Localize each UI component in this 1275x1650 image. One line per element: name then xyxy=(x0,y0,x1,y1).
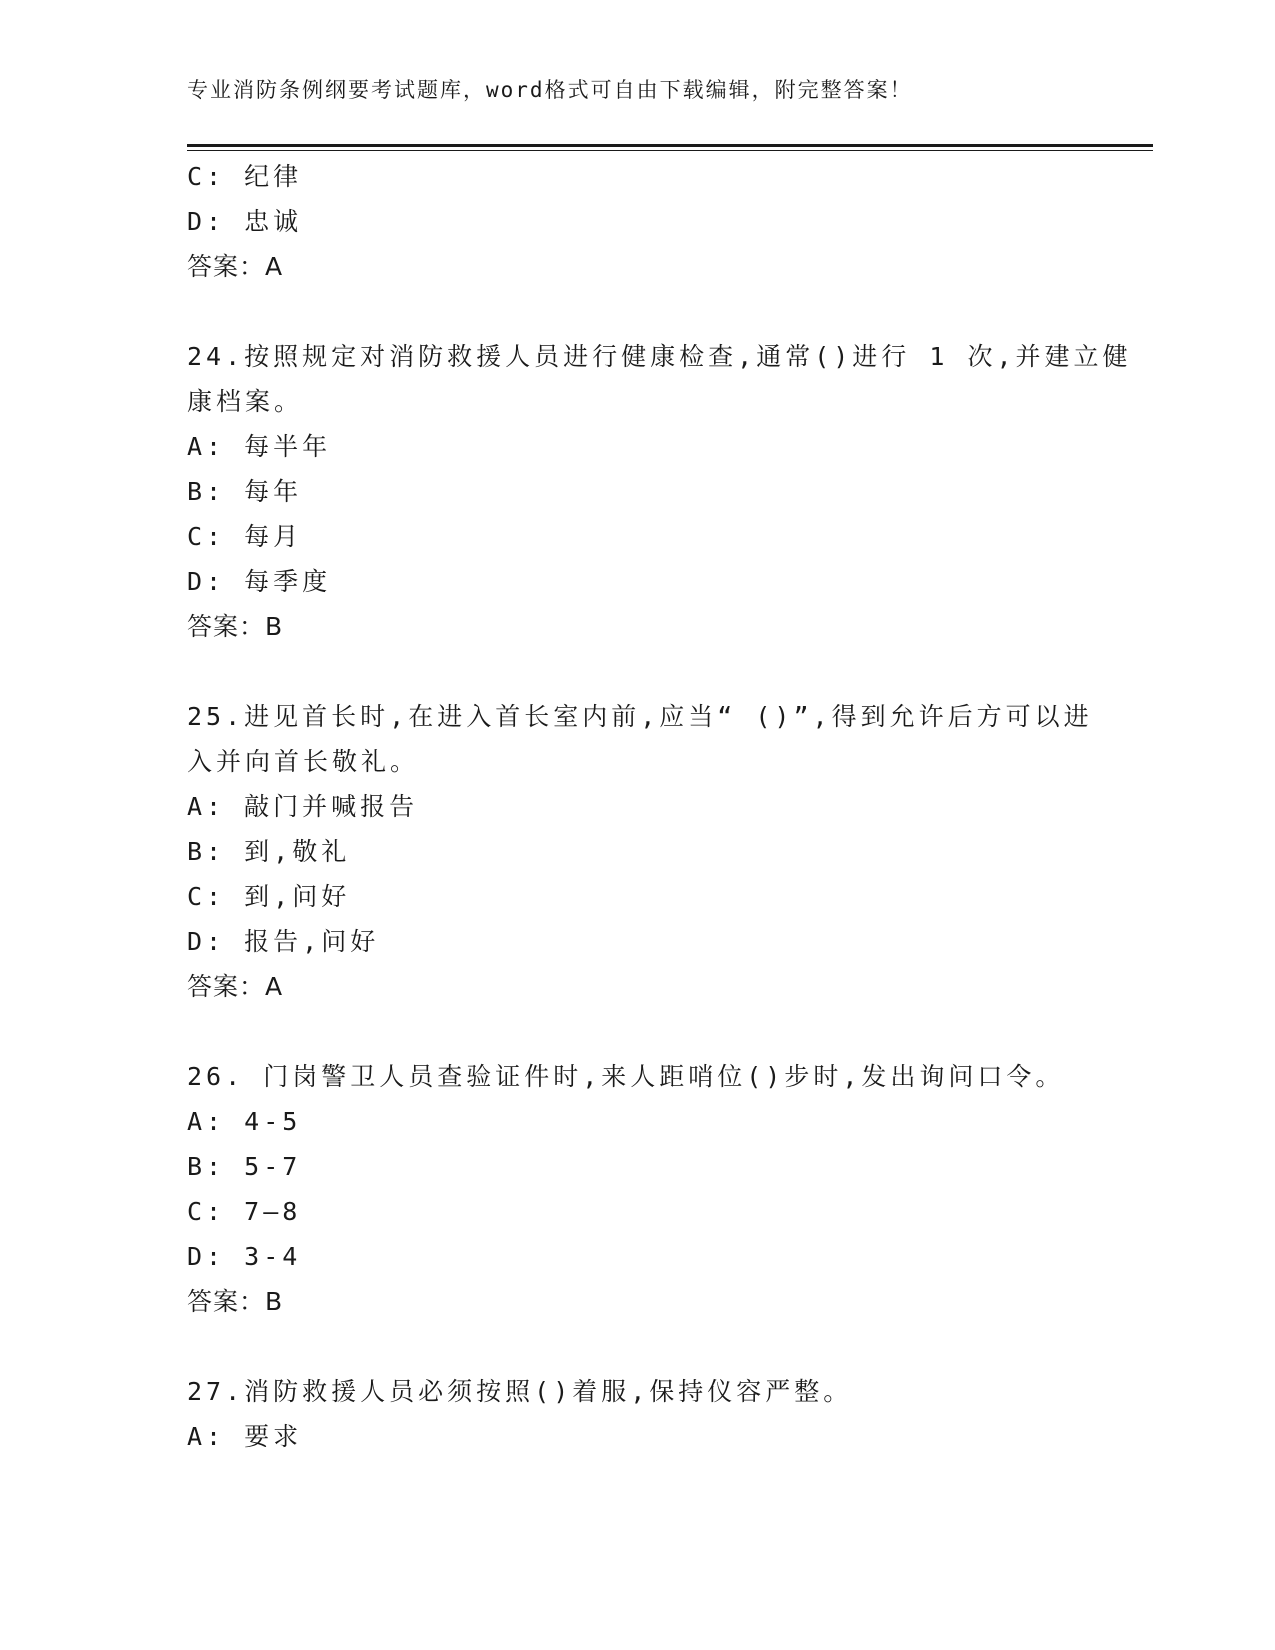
question-26-option-a xyxy=(187,1107,301,1137)
prev-option-d xyxy=(187,207,302,237)
option-label: A: xyxy=(187,1107,226,1136)
question-27-option-a xyxy=(187,1422,302,1452)
option-label: D: xyxy=(187,927,226,956)
option-label: C: xyxy=(187,162,226,191)
option-text: 敲门并喊报告 xyxy=(244,792,419,821)
option-text: 忠诚 xyxy=(244,207,303,236)
page-header: 专业消防条例纲要考试题库，word格式可自由下载编辑，附完整答案！ xyxy=(187,78,913,102)
header-rule-thin xyxy=(187,150,1153,151)
option-label: B: xyxy=(187,477,226,506)
prev-option-c xyxy=(187,162,302,192)
question-25-option-d xyxy=(187,927,379,957)
option-text: 每年 xyxy=(244,477,303,506)
option-label: C: xyxy=(187,1197,226,1226)
question-25-stem-line-2: 入并向首长敬礼。 xyxy=(187,747,420,776)
question-27-stem-line-1: 27.消防救援人员必须按照()着服,保持仪容严整。 xyxy=(187,1377,853,1406)
option-text: 4-5 xyxy=(244,1107,302,1136)
question-26-stem-line-1: 26. 门岗警卫人员查验证件时,来人距哨位()步时,发出询问口令。 xyxy=(187,1062,1065,1091)
question-26-option-d xyxy=(187,1242,301,1272)
option-label: B: xyxy=(187,837,226,866)
question-24-stem-line-2: 康档案。 xyxy=(187,387,304,416)
question-24-option-d xyxy=(187,567,331,597)
option-label: A: xyxy=(187,1422,226,1451)
option-label: D: xyxy=(187,567,226,596)
question-25-option-a xyxy=(187,792,418,822)
question-24-option-a xyxy=(187,432,331,462)
question-24-option-b xyxy=(187,477,302,507)
question-26-option-b xyxy=(187,1152,301,1182)
option-text: 纪律 xyxy=(244,162,303,191)
option-text: 报告,问好 xyxy=(244,927,380,956)
option-label: B: xyxy=(187,1152,226,1181)
option-text: 每半年 xyxy=(244,432,332,461)
question-25-answer: 答案：A xyxy=(187,972,284,1001)
question-26-answer: 答案：B xyxy=(187,1287,284,1316)
header-rule-thick xyxy=(187,144,1153,147)
option-label: A: xyxy=(187,432,226,461)
option-label: A: xyxy=(187,792,226,821)
option-label: C: xyxy=(187,522,226,551)
question-24-stem-line-1: 24.按照规定对消防救援人员进行健康检查,通常()进行 1 次,并建立健 xyxy=(187,342,1132,371)
option-text: 要求 xyxy=(244,1422,303,1451)
option-label: D: xyxy=(187,1242,226,1271)
question-25-option-b xyxy=(187,837,350,867)
question-24-option-c xyxy=(187,522,302,552)
question-25-stem-line-1: 25.进见首长时,在进入首长室内前,应当“ ()”,得到允许后方可以进 xyxy=(187,702,1093,731)
option-text: 每月 xyxy=(244,522,303,551)
option-label: D: xyxy=(187,207,226,236)
option-text: 7—8 xyxy=(244,1197,302,1226)
question-24-answer: 答案：B xyxy=(187,612,284,641)
option-text: 5-7 xyxy=(244,1152,302,1181)
option-text: 3-4 xyxy=(244,1242,302,1271)
prev-answer: 答案：A xyxy=(187,252,284,281)
option-label: C: xyxy=(187,882,226,911)
option-text: 到,问好 xyxy=(244,882,351,911)
option-text: 每季度 xyxy=(244,567,332,596)
question-26-option-c xyxy=(187,1197,301,1227)
question-25-option-c xyxy=(187,882,350,912)
option-text: 到,敬礼 xyxy=(244,837,351,866)
